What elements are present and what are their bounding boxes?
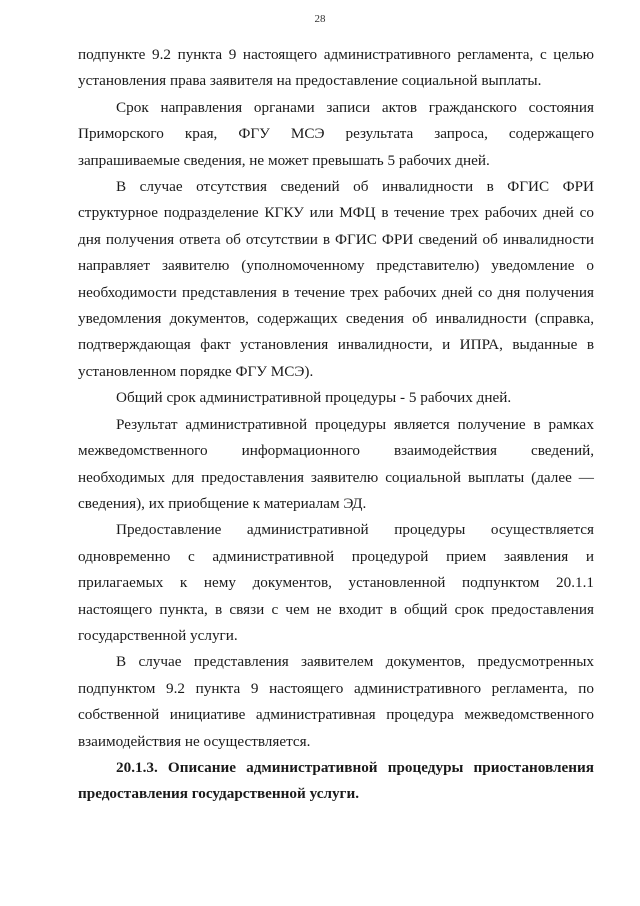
section-heading-20-1-3: 20.1.3. Описание административной процедуры приостановления предоставления государственной услуги.: [78, 758, 594, 803]
paragraph-own-initiative: В случае представления заявителем документов, предусмотренных подпунктом 9.2 пункта 9 настоящего административного регламента, по собственной инициативе административная процедура межведомственного взаимодействия не осуществляется.: [78, 653, 594, 750]
page-number: 28: [314, 13, 326, 25]
document-body: [78, 42, 594, 808]
paragraph-procedure-result: Результат административной процедуры является получение в рамках межведомственного информационного взаимодействия сведений, необходимых для предоставления заявителю социальной выплаты (далее — сведения), их приобщение к материалам ЭД.: [78, 415, 594, 512]
paragraph-no-disability-data: В случае отсутствия сведений об инвалидности в ФГИС ФРИ структурное подразделение КГКУ или МФЦ в течение трех рабочих дней со дня получения ответа об отсутствии в ФГИС ФРИ сведений об инвалидности направляет заявителю (уполномоченному представителю) уведомление о необходимости представления в течение трех рабочих дней со дня получения уведомления документов, содержащих сведения об инвалидности (справка, подтверждающая факт установления инвалидности, и ИПРА, выданные в установленном порядке ФГУ МСЭ).: [78, 178, 594, 380]
paragraph-continuation: подпункте 9.2 пункта 9 настоящего административного регламента, с целью установления права заявителя на предоставление социальной выплаты.: [78, 46, 594, 90]
paragraph-total-duration: Общий срок административной процедуры - 5 рабочих дней.: [116, 389, 512, 407]
paragraph-request-deadline: Срок направления органами записи актов гражданского состояния Приморского края, ФГУ МСЭ результата запроса, содержащего запрашиваемые сведения, не может превышать 5 рабочих дней.: [78, 98, 594, 169]
paragraph-simultaneous-procedure: Предоставление административной процедуры осуществляется одновременно с административной процедурой прием заявления и прилагаемых к нему документов, установленной подпунктом 20.1.1 настоящего пункта, в связи с чем не входит в общий срок предоставления государственной услуги.: [78, 521, 594, 644]
